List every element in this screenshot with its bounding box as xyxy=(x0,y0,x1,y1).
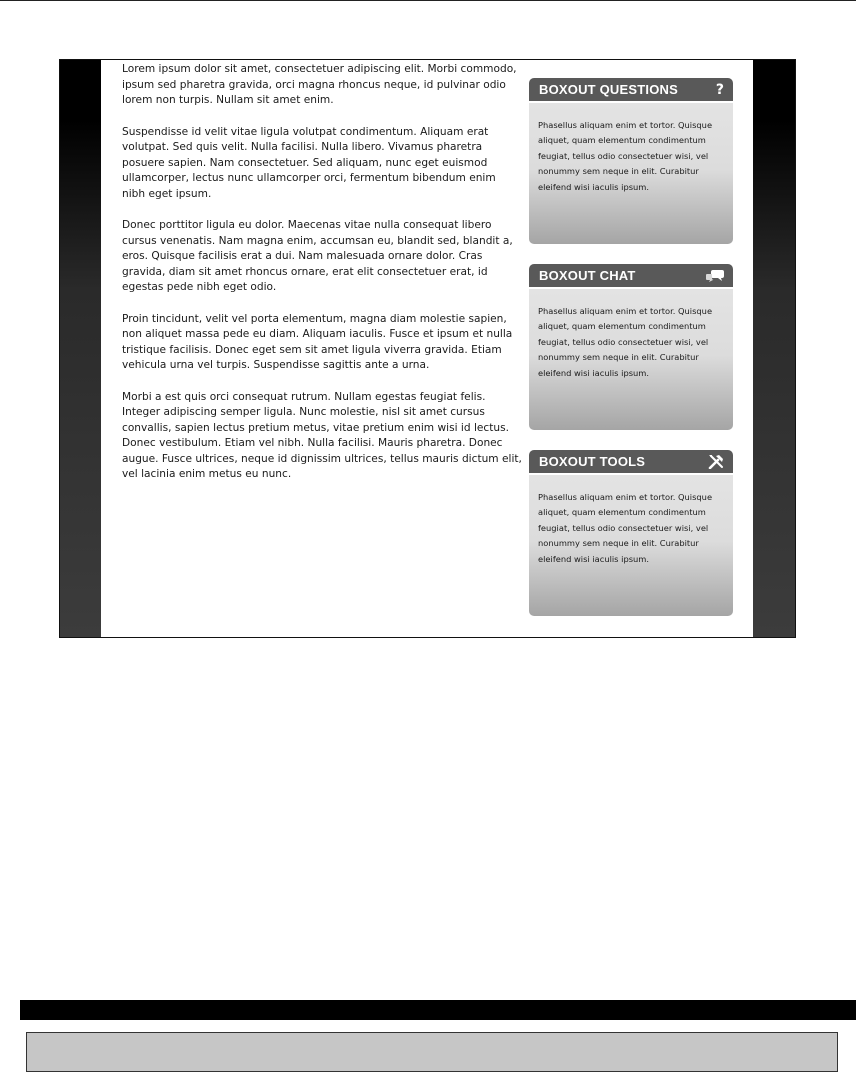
boxout-questions xyxy=(529,78,733,244)
boxout-body: Phasellus aliquam enim et tortor. Quisque aliquet, quam elementum condimentum feugiat, tellus odio consectetuer wisi, vel nonummy sem neque in elit. Curabitur eleifend wisi iaculis ipsum. xyxy=(538,492,713,564)
screenshot-frame xyxy=(59,59,796,638)
question-icon: ? xyxy=(715,81,724,98)
article-paragraph: Suspendisse id velit vitae ligula volutpat condimentum. Aliquam erat volutpat. Sed quis velit. Nulla facilisi. Nulla libero. Vivamus pharetra posuere sapien. Nam consectetuer. Sed aliquam, nunc eget euismod ullamcorper, lectus nunc ullamcorper orci, fermentum bibendum enim nibh eget ipsum. xyxy=(122,125,496,200)
top-rule xyxy=(0,0,856,1)
page-content xyxy=(101,60,753,638)
article-paragraph: Donec porttitor ligula eu dolor. Maecenas vitae nulla consequat libero cursus venenatis. Nam magna enim, accumsan eu, blandit sed, blandit a, eros. Quisque facilisis erat a dui. Nam malesuada ornare dolor. Cras gravida, diam sit amet rhoncus ornare, erat elit consectetuer erat, id egestas pede nibh eget odio. xyxy=(122,219,513,293)
tools-icon xyxy=(708,454,724,469)
chat-icon xyxy=(706,269,724,282)
footer-panel xyxy=(26,1032,838,1072)
article-body xyxy=(122,62,522,499)
boxout-title: BOXOUT TOOLS xyxy=(539,454,646,469)
boxout-body: Phasellus aliquam enim et tortor. Quisque aliquet, quam elementum condimentum feugiat, tellus odio consectetuer wisi, vel nonummy sem neque in elit. Curabitur eleifend wisi iaculis ipsum. xyxy=(538,120,713,192)
footer-bar xyxy=(20,1000,856,1020)
article-paragraph: Proin tincidunt, velit vel porta elementum, magna diam molestie sapien, non aliquet massa pede eu diam. Aliquam iaculis. Fusce et ipsum et nulla tristique facilisis. Donec eget sem sit amet ligula viverra gravida. Etiam vehicula urna vel turpis. Suspendisse sagittis ante a urna. xyxy=(122,312,513,371)
boxout-title: BOXOUT CHAT xyxy=(539,268,636,283)
sidebar xyxy=(529,78,733,636)
boxout-body: Phasellus aliquam enim et tortor. Quisque aliquet, quam elementum condimentum feugiat, tellus odio consectetuer wisi, vel nonummy sem neque in elit. Curabitur eleifend wisi iaculis ipsum. xyxy=(538,306,713,378)
boxout-title: BOXOUT QUESTIONS xyxy=(539,82,678,97)
boxout-header xyxy=(529,264,733,289)
boxout-tools xyxy=(529,450,733,616)
boxout-header xyxy=(529,78,733,103)
article-paragraph: Morbi a est quis orci consequat rutrum. Nullam egestas feugiat felis. Integer adipiscing semper ligula. Nunc molestie, nisl sit amet cursus convallis, sapien lectus pretium metus, vitae pretium enim wisi id lectus. Donec vestibulum. Etiam vel nibh. Nulla facilisi. Mauris pharetra. Donec augue. Fusce ultrices, neque id dignissim ultrices, tellus mauris dictum elit, vel lacinia enim metus eu nunc. xyxy=(122,390,522,480)
boxout-header xyxy=(529,450,733,475)
article-paragraph: Lorem ipsum dolor sit amet, consectetuer adipiscing elit. Morbi commodo, ipsum sed pharetra gravida, orci magna rhoncus neque, id pulvinar odio lorem non turpis. Nullam sit amet enim. xyxy=(122,63,517,106)
boxout-chat xyxy=(529,264,733,430)
